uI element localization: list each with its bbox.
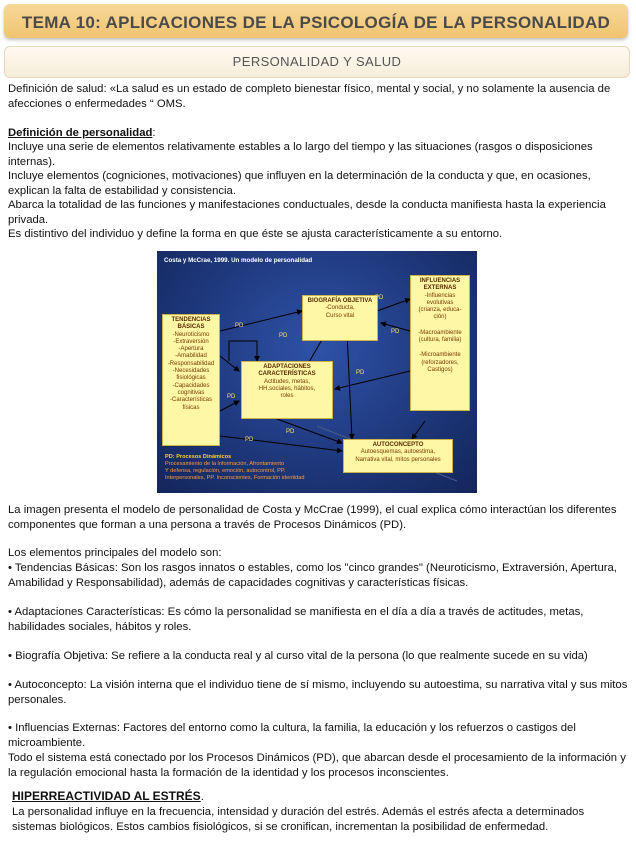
arrow [220,401,239,411]
bullet-biografia: • Biografía Objetiva: Se refiere a la conducta real y al curso vital de la persona (lo que realmente sucede en su vida) [8,650,588,662]
pd-label: PD [286,429,295,435]
bullet-tendencias: • Tendencias Básicas: Son los rasgos innatos o estables, como los "cinco grandes" (Neuroticismo, Extraversión, Apertura, Amabilidad y Responsabilidad), además de capacidades cognitivas y características físicas. [8,562,617,589]
legend-title: PD: Procesos Dinámicos [165,454,232,460]
pd-label: PD [391,329,400,335]
legend-line: Procesamiento de la información, Afrontamiento [165,461,285,467]
arrow [220,436,342,451]
arrow [335,371,410,389]
tendencias-item: -Amabilidad [175,353,207,360]
legend-line: Y defensa, regulación, emoción, autocontrol, PP. [165,468,286,474]
autoconcepto-title: AUTOCONCEPTO [372,442,424,448]
tendencias-item: -Necesidades fisiológicas [172,368,210,382]
personality-definition-colon: : [152,127,156,139]
pd-label: PD [245,437,254,443]
tendencias-item: -Neuroticismo [172,331,210,338]
tendencias-title: TENDENCIAS BÁSICAS [171,317,211,331]
definition-line: Incluye una serie de elementos relativamente estables a lo largo del tiempo y las situaciones (rasgos o disposiciones internas). [8,141,593,168]
tendencias-basicas-box [162,314,220,446]
influencias-item: -Macroambiente (cultura, familia) [418,329,462,344]
arrow [229,341,257,361]
autoconcepto-item: Autoesquemas, autoestima, [360,449,436,456]
autoconcepto-item: Narrativa vital, mitos personales [355,456,441,463]
tendencias-item: -Responsabilidad [167,360,215,367]
influencias-item: -Influencias evolutivas [424,292,456,306]
legend-line: Interpersonales, PP. Inconscientes, Formación identidad [165,475,305,481]
pd-label: PD [227,394,236,400]
title-banner [4,4,628,38]
system-summary: Todo el sistema está conectado por los Procesos Dinámicos (PD), que abarcan desde el procesamiento de la información y la regulación emocional hasta la formación de la identidad y los procesos inconscientes. [8,752,626,779]
influencias-externas-box [410,275,470,411]
elements-heading: Los elementos principales del modelo son: [8,547,222,559]
influencias-title: INFLUENCIAS EXTERNAS [419,278,461,292]
personality-model-diagram [157,251,477,493]
autoconcepto-box [343,439,453,473]
biografia-objetiva-box [302,295,378,341]
influencias-item: (crianza, educa-ción) [418,307,462,321]
tendencias-item: -Apertura [178,346,204,353]
biografia-item: Curso vital [325,312,355,319]
definition-line: Es distintivo del individuo y define la forma en que éste se ajusta característicamente a su entorno. [8,228,503,240]
adaptaciones-caracteristicas-box [241,361,333,419]
bullet-adaptaciones: • Adaptaciones Características: Es cómo la personalidad se manifiesta en el día a día a través de actitudes, metas, habilidades sociales, hábitos y roles. [8,606,584,633]
biografia-title: BIOGRAFÍA OBJETIVA [307,298,373,304]
diagram-title: Costa y McCrae, 1999. Un modelo de personalidad [164,257,313,264]
personality-definition-label: Definición de personalidad [8,127,153,139]
pd-legend [165,454,305,482]
definition-line: Abarca la totalidad de las funciones y manifestaciones conductuales, desde la conducta manifiesta hasta la experiencia privada. [8,199,606,226]
health-definition: Definición de salud: «La salud es un estado de completo bienestar físico, mental y social, y no solamente la ausencia de afecciones o enfermedades “ OMS. [8,83,611,110]
section-title: PERSONALIDAD Y SALUD [232,54,402,69]
stress-heading-line [12,789,628,805]
arrow [220,311,302,331]
adaptaciones-title: ADAPTACIONES CARACTERÍSTICAS [258,364,316,378]
pd-label: PD [356,370,365,376]
page-title: TEMA 10: APLICACIONES DE LA PSICOLOGÍA DE LA PERSONALIDAD [21,13,611,32]
stress-text: La personalidad influye en la frecuencia, intensidad y duración del estrés. Además el estrés afecta a determinados sistemas biológicos. Estos cambios fisiológicos, si se cronifican, incrementan la posibilidad de enfermedad. [12,806,585,833]
pd-label: PD [235,323,244,329]
tendencias-item: -Extraversión [173,338,209,345]
model-explanation: La imagen presenta el modelo de personalidad de Costa y McCrae (1999), el cual explica cómo interactúan los diferentes componentes que forman a una persona a través de Procesos Dinámicos (PD). [8,504,617,531]
pd-label: PD [279,333,288,339]
adaptaciones-item: Actitudes, metas, [263,378,311,385]
bullet-autoconcepto: • Autoconcepto: La visión interna que el individuo tiene de sí mismo, incluyendo su autoestima, su narrativa vital y sus mitos personales. [8,679,628,706]
tendencias-item: -Características físicas [169,397,212,411]
arrow [412,421,425,439]
pd-label: PD [375,295,384,301]
stress-heading-dot: . [200,791,204,803]
personality-definition-heading [8,126,628,141]
biografia-item: -Conducta, [325,305,355,312]
subtitle-banner [4,46,630,78]
adaptaciones-item: roles [280,393,294,400]
tendencias-item: -Capacidades cognitivas [172,382,210,396]
influencias-item: -Microambiente (reforzadores, Castigos) [419,352,461,373]
bullet-influencias: • Influencias Externas: Factores del entorno como la cultura, la familia, la educación y los refuerzos o castigos del microambiente. [8,722,576,749]
stress-heading: HIPERREACTIVIDAD AL ESTRÉS [12,789,201,803]
definition-line: Incluye elementos (cogniciones, motivaciones) que influyen en la determinación de la conducta y que, en ocasiones, explican la falta de estabilidad y consistencia. [8,170,591,197]
adaptaciones-item: HH.sociales, hábitos, [258,385,316,392]
